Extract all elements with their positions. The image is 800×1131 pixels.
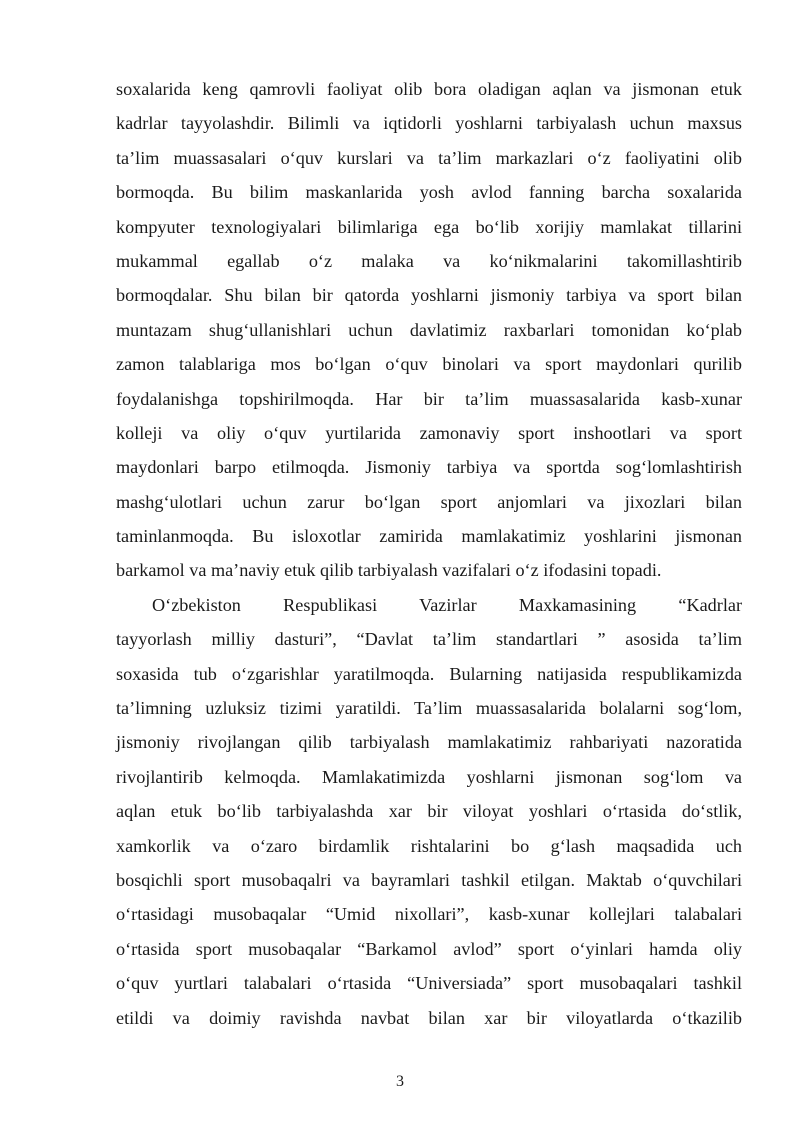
text-line: ta’lim muassasalari o‘quv kurslari va ta’lim markazlari o‘z faoliyatini olib xyxy=(116,147,742,168)
text-line: bosqichli sport musobaqalri va bayramlari tashkil etilgan. Maktab o‘quvchilari xyxy=(116,869,742,890)
text-line: barkamol va ma’naviy etuk qilib tarbiyalash vazifalari o‘z ifodasini topadi. xyxy=(116,560,662,581)
text-line: tayyorlash milliy dasturi”, “Davlat ta’lim standartlari ” asosida ta’lim xyxy=(116,629,742,650)
paragraph-2 xyxy=(116,588,742,1035)
text-line: aqlan etuk bo‘lib tarbiyalashda xar bir viloyat yoshlari o‘rtasida do‘stlik, xyxy=(116,801,742,822)
text-line: o‘quv yurtlari talabalari o‘rtasida “Universiada” sport musobaqalari tashkil xyxy=(116,973,742,994)
text-line: ta’limning uzluksiz tizimi yaratildi. Ta’lim muassasalarida bolalarni sog‘lom, xyxy=(116,698,742,719)
text-line: foydalanishga topshirilmoqda. Har bir ta’lim muassasalarida kasb-xunar xyxy=(116,388,742,409)
text-line: mukammal egallab o‘z malaka va ko‘nikmalarini takomillashtirib xyxy=(116,250,742,271)
page-number: 3 xyxy=(396,1073,404,1090)
text-line: xamkorlik va o‘zaro birdamlik rishtalarini bo g‘lash maqsadida uch xyxy=(116,835,742,856)
text-line: o‘rtasidagi musobaqalar “Umid nixollari”, kasb-xunar kollejlari talabalari xyxy=(116,904,742,925)
text-line: kolleji va oliy o‘quv yurtilarida zamonaviy sport inshootlari va sport xyxy=(116,422,742,443)
text-line: taminlanmoqda. Bu isloxotlar zamirida mamlakatimiz yoshlarini jismonan xyxy=(116,526,742,547)
text-line: muntazam shug‘ullanishlari uchun davlatimiz raxbarlari tomonidan ko‘plab xyxy=(116,319,742,340)
text-line: O‘zbekiston Respublikasi Vazirlar Maxkamasining “Kadrlar xyxy=(152,594,742,615)
text-line: kadrlar tayyolashdir. Bilimli va iqtidorli yoshlarni tarbiyalash uchun maxsus xyxy=(116,113,742,134)
text-line: jismoniy rivojlangan qilib tarbiyalash mamlakatimiz rahbariyati nazoratida xyxy=(116,732,742,753)
text-line: soxasida tub o‘zgarishlar yaratilmoqda. Bularning natijasida respublikamizda xyxy=(116,663,742,684)
text-line: maydonlari barpo etilmoqda. Jismoniy tarbiya va sportda sog‘lomlashtirish xyxy=(116,457,742,478)
text-line: bormoqdalar. Shu bilan bir qatorda yoshlarni jismoniy tarbiya va sport bilan xyxy=(116,285,742,306)
text-line: etildi va doimiy ravishda navbat bilan xar bir viloyatlarda o‘tkazilib xyxy=(116,1007,742,1028)
text-line: mashg‘ulotlari uchun zarur bo‘lgan sport anjomlari va jixozlari bilan xyxy=(116,491,742,512)
paragraph-1 xyxy=(116,72,742,588)
text-line: soxalarida keng qamrovli faoliyat olib bora oladigan aqlan va jismonan etuk xyxy=(116,79,742,99)
document-body xyxy=(116,72,742,1035)
text-line: bormoqda. Bu bilim maskanlarida yosh avlod fanning barcha soxalarida xyxy=(116,182,742,203)
text-line: rivojlantirib kelmoqda. Mamlakatimizda yoshlarni jismonan sog‘lom va xyxy=(116,766,742,787)
text-line: kompyuter texnologiyalari bilimlariga ega bo‘lib xorijiy mamlakat tillarini xyxy=(116,216,742,237)
text-line: o‘rtasida sport musobaqalar “Barkamol avlod” sport o‘yinlari hamda oliy xyxy=(116,938,742,959)
text-line: zamon talablariga mos bo‘lgan o‘quv binolari va sport maydonlari qurilib xyxy=(116,354,742,375)
